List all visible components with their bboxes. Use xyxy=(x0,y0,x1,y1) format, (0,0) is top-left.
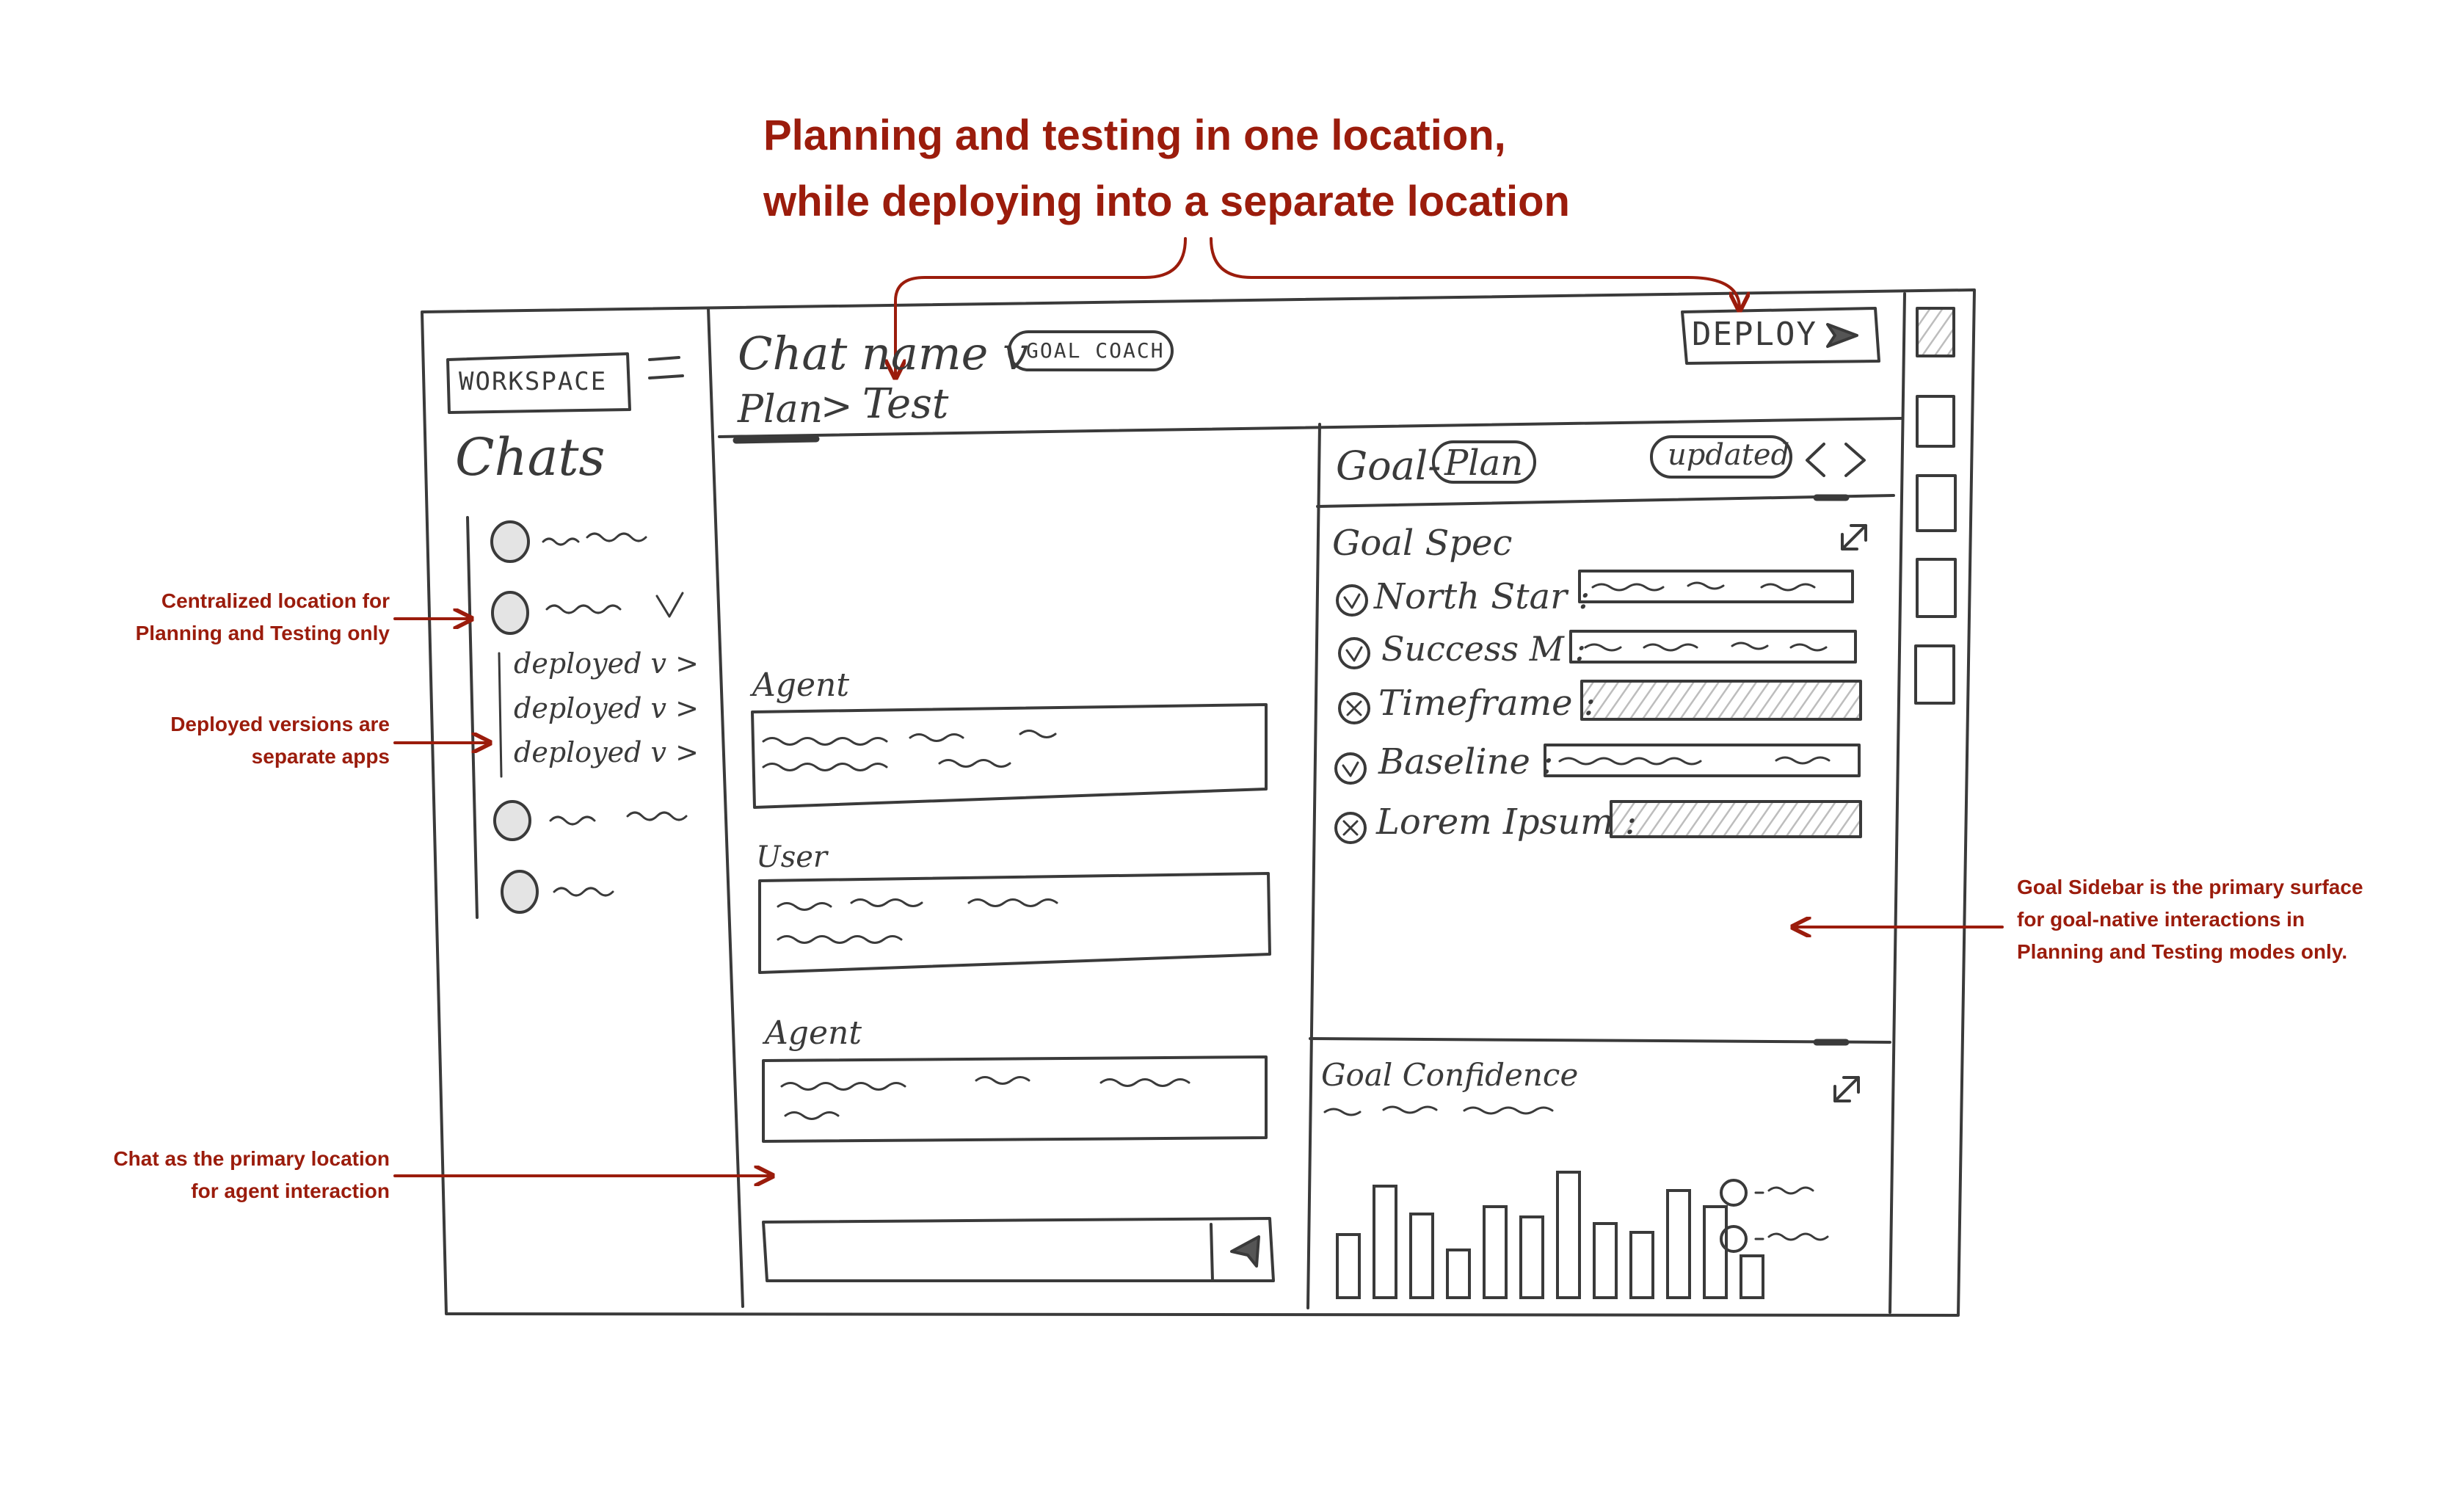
message-role-agent-1: Agent xyxy=(752,666,849,704)
headline-line-1: Planning and testing in one location, xyxy=(763,112,1506,159)
chevron-icon xyxy=(1807,444,1864,476)
expand-icon-2 xyxy=(1835,1077,1858,1101)
confidence-bar xyxy=(1337,1235,1359,1298)
deployed-item-3: deployed v > xyxy=(514,736,699,768)
headline xyxy=(763,103,1570,235)
chat-input-frame xyxy=(763,1218,1273,1281)
confidence-bar xyxy=(1741,1256,1763,1298)
confidence-bars xyxy=(1337,1172,1763,1298)
check-circle-icon xyxy=(1337,586,1367,615)
deployed-item-2: deployed v > xyxy=(514,692,699,724)
x-circle-icon xyxy=(1339,694,1369,723)
confidence-bar xyxy=(1704,1207,1726,1298)
deploy-button: DEPLOY xyxy=(1692,316,1817,353)
annotation-deployed-line-1: Deployed versions are xyxy=(170,713,390,735)
goal-spec-baseline: Baseline : xyxy=(1378,741,1554,782)
confidence-bar xyxy=(1631,1232,1653,1298)
annotation-goal-line-1: Goal Sidebar is the primary surface xyxy=(2017,876,2363,898)
annotation-goal-sidebar xyxy=(2017,871,2363,968)
hamburger-icon xyxy=(650,357,683,378)
annotation-centralized xyxy=(136,585,390,650)
confidence-bar xyxy=(1594,1224,1616,1298)
tab-plan: Plan xyxy=(738,388,824,432)
message-role-agent-2: Agent xyxy=(765,1014,862,1052)
goal-coach-badge: GOAL COACH xyxy=(1026,338,1165,363)
goal-spec-timeframe: Timeframe : xyxy=(1378,683,1596,724)
confidence-bar xyxy=(1374,1186,1396,1298)
expand-icon xyxy=(1842,526,1866,549)
goal-spec-success: Success M : xyxy=(1381,629,1586,669)
send-icon-deploy xyxy=(1828,324,1857,346)
annotation-deployed xyxy=(170,708,390,773)
breadcrumb-separator: > xyxy=(821,385,853,429)
annotation-goal-line-3: Planning and Testing modes only. xyxy=(2017,940,2348,963)
chat-name: Chat name v xyxy=(738,327,1029,380)
confidence-bar xyxy=(1668,1191,1690,1298)
updated-badge: updated xyxy=(1668,438,1790,472)
annotation-goal-line-2: for goal-native interactions in xyxy=(2017,908,2305,931)
workspace-label: WORKSPACE xyxy=(459,367,608,396)
goal-spec-lorem: Lorem Ipsum : xyxy=(1376,802,1637,843)
annotation-centralized-line-1: Centralized location for xyxy=(161,589,390,612)
confidence-bar xyxy=(1411,1214,1433,1298)
check-circle-icon xyxy=(1339,639,1369,668)
goal-header: Goal- xyxy=(1336,443,1442,489)
send-icon xyxy=(1232,1237,1259,1266)
goal-spec-north-star: North Star : xyxy=(1374,576,1591,617)
x-circle-icon xyxy=(1336,813,1365,843)
chats-title: Chats xyxy=(455,427,606,487)
goal-mode-pill: Plan xyxy=(1444,443,1524,484)
deployed-item-1: deployed v > xyxy=(514,647,699,680)
confidence-bar xyxy=(1484,1207,1506,1298)
confidence-bar xyxy=(1521,1217,1543,1298)
headline-line-2: while deploying into a separate location xyxy=(763,178,1570,225)
annotation-chat xyxy=(113,1143,390,1207)
check-circle-icon xyxy=(1336,754,1365,783)
annotation-chat-line-2: for agent interaction xyxy=(191,1180,390,1202)
tab-test: Test xyxy=(862,380,949,428)
annotation-centralized-line-2: Planning and Testing only xyxy=(135,622,390,644)
goal-spec-title: Goal Spec xyxy=(1332,523,1513,564)
confidence-bar xyxy=(1557,1172,1580,1298)
confidence-bar xyxy=(1447,1250,1469,1298)
annotation-deployed-line-2: separate apps xyxy=(251,745,390,768)
message-role-user: User xyxy=(756,840,828,874)
goal-confidence-title: Goal Confidence xyxy=(1321,1057,1579,1093)
annotation-chat-line-1: Chat as the primary location xyxy=(113,1147,390,1170)
